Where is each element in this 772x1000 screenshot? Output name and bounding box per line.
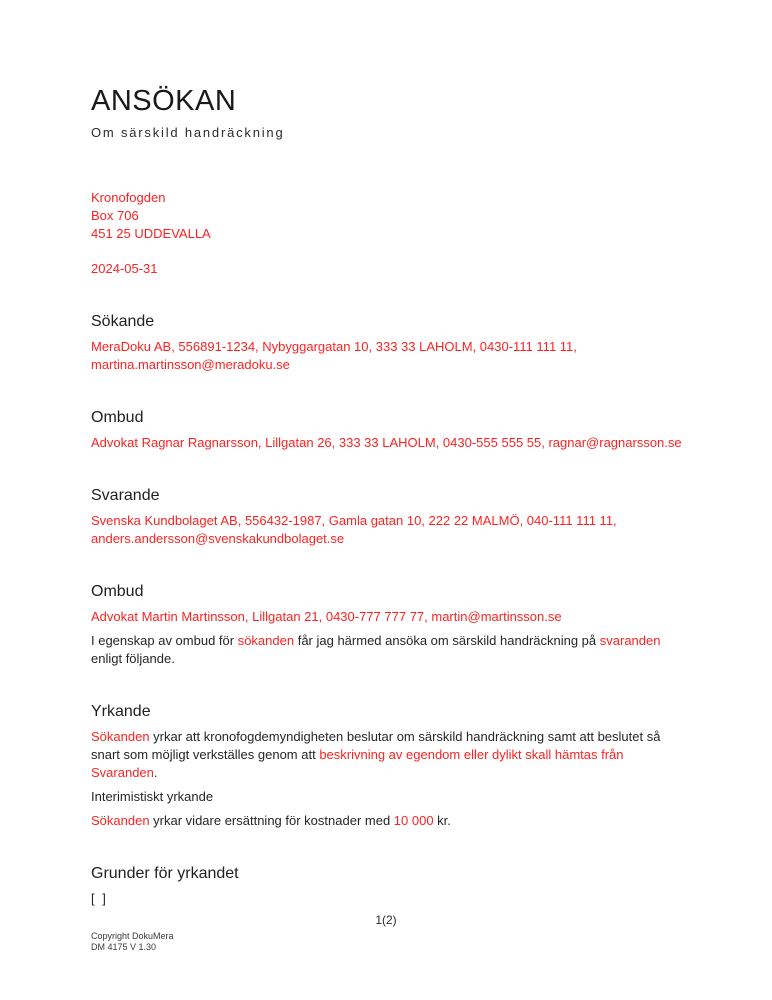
recipient-name: Kronofogden <box>91 189 166 205</box>
document-title: ANSÖKAN <box>91 85 237 117</box>
cost-sokanden-ref: Sökanden <box>91 812 150 828</box>
yrkande-action-field: beskrivning av egendom eller dylikt skall hämtas från Svaranden <box>91 746 624 780</box>
section-heading-sokande: Sökande <box>91 312 155 330</box>
document-subtitle: Om särskild handräckning <box>91 124 285 140</box>
footer-doc-id: DM 4175 V 1.30 <box>91 942 157 952</box>
cost-amount: 10 000 <box>393 812 434 828</box>
cost-paragraph <box>91 812 683 830</box>
yrkande-text: yrkar att kronofogdemyndigheten beslutar om särskild handräckning samt att beslutet så snart som möjligt verkställes genom att <box>91 728 661 762</box>
sokande-details: MeraDoku AB, 556891-1234, Nybyggargatan 10, 333 33 LAHOLM, 0430-111 111 11, martina.martinsson@meradoku.se <box>91 338 577 372</box>
svarande-details: Svenska Kundbolaget AB, 556432-1987, Gamla gatan 10, 222 22 MALMÖ, 040-111 111 11, anders.andersson@svenskakundbolaget.se <box>91 512 617 546</box>
section-heading-yrkande: Yrkande <box>91 702 151 720</box>
interim-claim: Interimistiskt yrkande <box>91 788 214 804</box>
section-heading-ombud-2: Ombud <box>91 582 144 600</box>
yrkande-paragraph <box>91 728 683 782</box>
cost-text: yrkar vidare ersättning för kostnader med <box>149 812 394 828</box>
intro-sokanden-ref: sökanden <box>237 632 295 648</box>
cost-unit: kr. <box>433 812 451 828</box>
recipient-box: Box 706 <box>91 207 139 223</box>
document-date: 2024-05-31 <box>91 260 158 276</box>
intro-text: enligt följande. <box>91 650 175 666</box>
recipient-city: 451 25 UDDEVALLA <box>91 225 211 241</box>
yrkande-period: . <box>153 764 158 780</box>
ombud-2-details: Advokat Martin Martinsson, Lillgatan 21, 0430-777 777 77, martin@martinsson.se <box>91 608 562 624</box>
section-heading-svarande: Svarande <box>91 486 160 504</box>
intro-paragraph <box>91 632 683 668</box>
intro-text: I egenskap av ombud för <box>91 632 238 648</box>
page-number: 1(2) <box>375 913 397 927</box>
section-heading-grunder: Grunder för yrkandet <box>91 864 239 882</box>
ombud-1-details: Advokat Ragnar Ragnarsson, Lillgatan 26, 333 33 LAHOLM, 0430-555 555 55, ragnar@ragnarsson.se <box>91 434 682 450</box>
yrkande-sokanden-ref: Sökanden <box>91 728 150 744</box>
document-footer <box>91 931 174 953</box>
recipient-address <box>91 189 683 243</box>
intro-text: får jag härmed ansöka om särskild handräckning på <box>294 632 600 648</box>
grunder-placeholder: [ ] <box>91 890 108 906</box>
intro-svaranden-ref: svaranden <box>599 632 661 648</box>
section-heading-ombud-1: Ombud <box>91 408 144 426</box>
footer-copyright: Copyright DokuMera <box>91 931 174 941</box>
